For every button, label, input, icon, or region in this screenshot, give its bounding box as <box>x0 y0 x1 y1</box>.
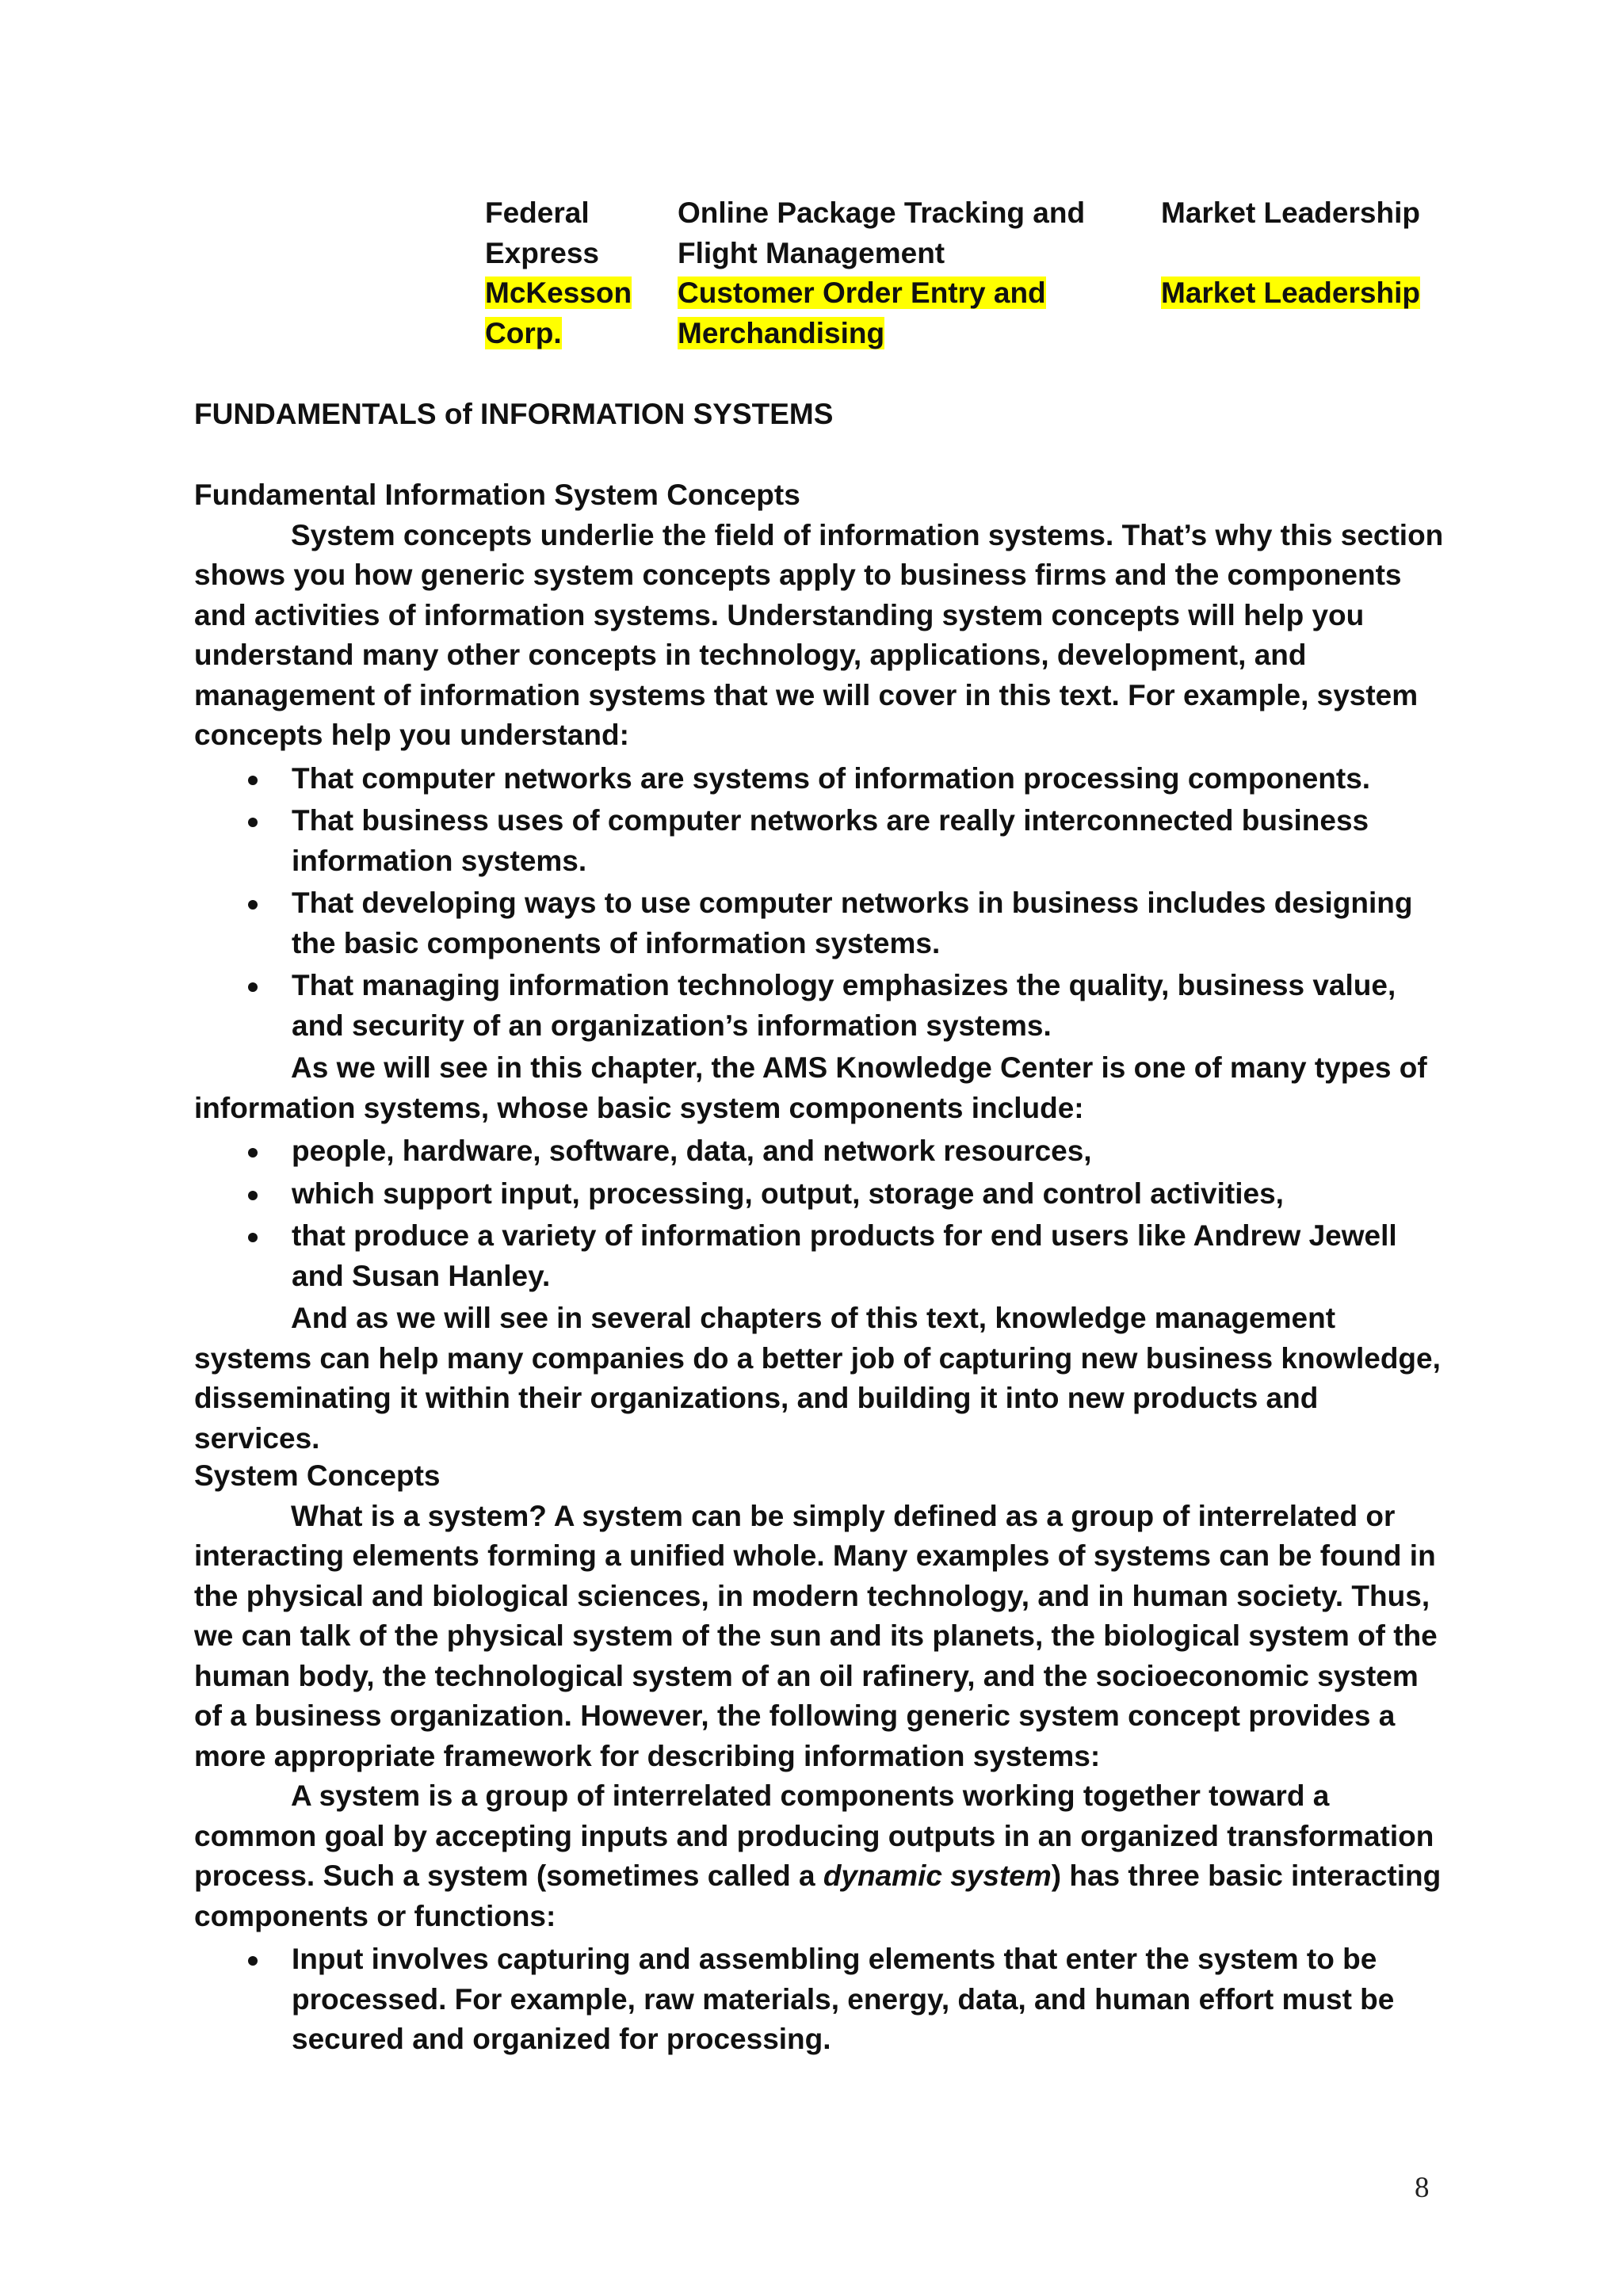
bullet-icon <box>248 776 258 785</box>
bullet-list <box>194 1131 1446 1296</box>
list-item-text: That developing ways to use computer networks in business includes designing the basic components of information systems. <box>292 887 1413 959</box>
list-item <box>194 1174 1446 1215</box>
bullet-list <box>194 1939 1446 2060</box>
list-item <box>194 1939 1446 2060</box>
table-row <box>485 193 1428 273</box>
list-item <box>194 801 1446 881</box>
bullet-icon <box>248 818 258 827</box>
paragraph <box>194 1776 1446 1936</box>
table-row-highlighted <box>485 273 1428 353</box>
system-cell: Online Package Tracking and Flight Management <box>678 196 1086 269</box>
list-item-text: Input involves capturing and assembling elements that enter the system to be processed. For example, raw materials, energy, data, and human effort must be secured and organized for processing. <box>292 1943 1395 2055</box>
case-table <box>485 193 1428 353</box>
bullet-list <box>194 759 1446 1047</box>
company-cell <box>485 273 678 353</box>
list-item-text: people, hardware, software, data, and network resources, <box>292 1135 1092 1167</box>
paragraph: What is a system? A system can be simply defined as a group of interrelated or interacting elements forming a unified whole. Many examples of systems can be found in the physical and biological sciences, in modern technology, and in human society. Thus, we can talk of the physical system of the sun and its planets, the biological system of the human body, the technological system of an oil rafinery, and the socioeconomic system of a business organization. However, the following generic system concept provides a more appropriate framework for describing information systems: <box>194 1499 1438 1772</box>
bullet-icon <box>248 1233 258 1242</box>
bullet-icon <box>248 1148 258 1158</box>
advantage-cell <box>1161 273 1428 353</box>
bullet-icon <box>248 900 258 910</box>
list-item-text: That computer networks are systems of information processing components. <box>292 761 1371 795</box>
list-item <box>194 1216 1446 1296</box>
company-text: McKesson Corp. <box>485 277 632 349</box>
bullet-icon <box>248 1956 258 1966</box>
subheading: Fundamental Information System Concepts <box>194 479 800 511</box>
system-cell <box>678 273 1161 353</box>
list-item-text: That managing information technology emphasizes the quality, business value, and security of an organization’s information systems. <box>292 969 1396 1042</box>
bullet-icon <box>248 1191 258 1200</box>
advantage-text: Market Leadership <box>1161 277 1420 309</box>
company-cell: Federal Express <box>485 196 599 269</box>
paragraph-text: ) has three basic interacting components or functions: <box>194 1859 1442 1932</box>
advantage-cell: Market Leadership <box>1161 196 1420 229</box>
list-item <box>194 1131 1446 1172</box>
paragraph: System concepts underlie the field of information systems. That’s why this section shows you how generic system concepts apply to business firms and the components and activities of information systems. Understanding system concepts will help you understand many other concepts in technology, applications, development, and management of information systems that we will cover in this text. For example, system concepts help you understand: <box>194 518 1444 751</box>
paragraph: And as we will see in several chapters of this text, knowledge management systems can help many companies do a better job of capturing new business knowledge, disseminating it within their organizations, and building it into new products and services. <box>194 1302 1441 1455</box>
system-text: Customer Order Entry and Merchandising <box>678 277 1046 349</box>
list-item-text: that produce a variety of information products for end users like Andrew Jewell and Susan Hanley. <box>292 1219 1397 1292</box>
system-concepts-section <box>194 1456 1446 2062</box>
fundamentals-section <box>194 475 1446 1459</box>
list-item <box>194 759 1446 799</box>
list-item <box>194 966 1446 1046</box>
italic-term: dynamic system <box>823 1859 1052 1892</box>
subheading: System Concepts <box>194 1459 441 1492</box>
paragraph-text: A system is a group of interrelated components working together toward a common goal by accepting inputs and producing outputs in an organized transformation process. Such a system (sometimes called a <box>194 1779 1434 1892</box>
paragraph: As we will see in this chapter, the AMS Knowledge Center is one of many types of information systems, whose basic system components include: <box>194 1051 1427 1124</box>
section-title: FUNDAMENTALS of INFORMATION SYSTEMS <box>194 398 834 430</box>
list-item-text: That business uses of computer networks are really interconnected business information systems. <box>292 804 1369 877</box>
bullet-icon <box>248 982 258 992</box>
list-item-text: which support input, processing, output, storage and control activities, <box>292 1177 1284 1210</box>
list-item <box>194 883 1446 963</box>
page-number: 8 <box>1415 2172 1430 2204</box>
